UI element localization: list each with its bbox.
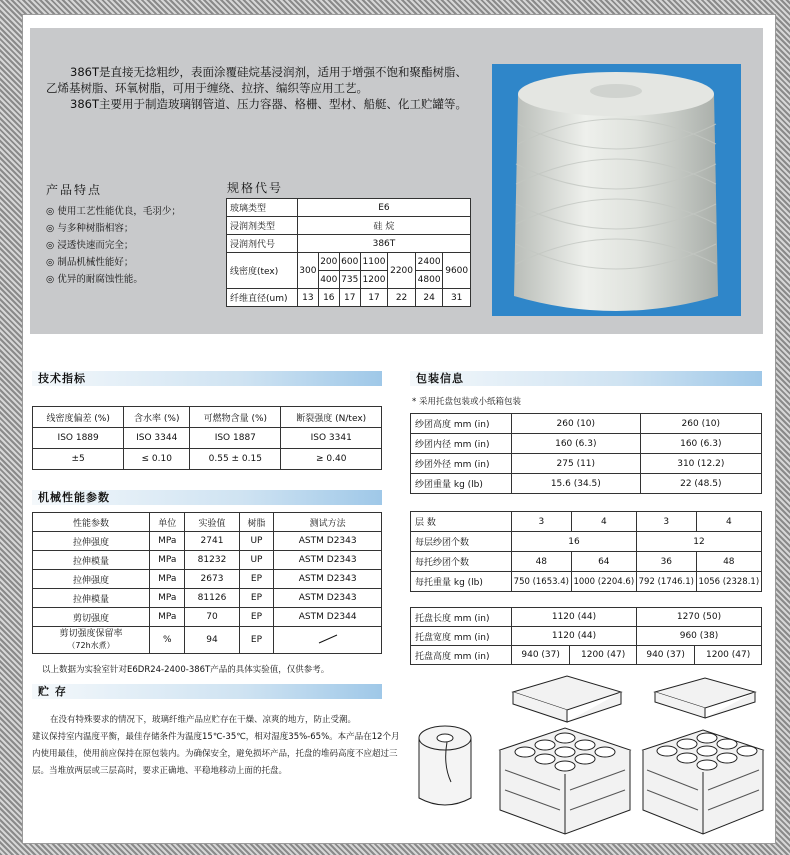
table-cell: 托盘高度 mm (in) — [411, 646, 512, 665]
spec-cell: 600 — [339, 253, 360, 271]
table-cell: 160 (6.3) — [512, 434, 641, 454]
table-header: 测试方法 — [274, 513, 382, 532]
spec-value: 386T — [297, 235, 470, 253]
table-cell: 750 (1653.4) — [512, 572, 572, 592]
table-row — [33, 570, 382, 589]
spec-label: 浸润剂代号 — [227, 235, 298, 253]
table-cell: ISO 3344 — [124, 428, 190, 449]
table-cell: MPa — [150, 570, 185, 589]
table-cell: ASTM D2343 — [274, 551, 382, 570]
features-heading: 产品特点 — [46, 183, 103, 197]
table-cell — [274, 627, 382, 654]
data-note: 以上数据为实验室针对E6DR24-2400-386T产品的具体实验值，仅供参考。 — [42, 665, 330, 675]
spec-cell: 200 — [318, 253, 339, 271]
table-row — [411, 552, 762, 572]
spec-label: 浸润剂类型 — [227, 217, 298, 235]
spec-cell: 2200 — [388, 253, 416, 289]
spec-cell: 4800 — [415, 271, 443, 289]
spec-label: 纤维直径(um) — [227, 289, 298, 307]
packaging-note: * 采用托盘包装或小纸箱包装 — [412, 397, 521, 407]
table-cell: 2673 — [185, 570, 239, 589]
table-cell: 81126 — [185, 589, 239, 608]
table-cell: ISO 1887 — [190, 428, 281, 449]
table-cell: 81232 — [185, 551, 239, 570]
table-cell: 260 (10) — [640, 414, 761, 434]
tech-table — [32, 406, 382, 470]
table-row — [411, 627, 762, 646]
table-cell: ISO 1889 — [33, 428, 124, 449]
table-cell: ≥ 0.40 — [281, 449, 382, 470]
table-row — [411, 608, 762, 627]
spec-cell: 22 — [388, 289, 416, 307]
feature-item: ◎ 浸透快速而完全； — [46, 237, 181, 254]
param-name: 剪切强度保留率 — [59, 628, 123, 639]
spec-cell: 17 — [339, 289, 360, 307]
table-cell: ISO 3341 — [281, 428, 382, 449]
pallet-drawing-1 — [500, 676, 630, 834]
table-cell: ASTM D2343 — [274, 589, 382, 608]
table-row — [33, 449, 382, 470]
table-row — [33, 532, 382, 551]
storage-text — [32, 712, 402, 780]
table-header: 性能参数 — [33, 513, 150, 532]
table-header: 可燃物含量 (%) — [190, 407, 281, 428]
table-cell: 层 数 — [411, 512, 512, 532]
table-cell: 275 (11) — [512, 454, 641, 474]
table-header: 断裂强度 (N/tex) — [281, 407, 382, 428]
table-header: 实验值 — [185, 513, 239, 532]
table-cell: EP — [239, 608, 274, 627]
spec-cell: 24 — [415, 289, 443, 307]
table-cell: 1056 (2328.1) — [696, 572, 761, 592]
table-row — [411, 414, 762, 434]
table-row — [411, 532, 762, 552]
spec-value: E6 — [297, 199, 470, 217]
table-cell: 托盘宽度 mm (in) — [411, 627, 512, 646]
table-cell: 每托纱团个数 — [411, 552, 512, 572]
features-list — [46, 203, 181, 288]
table-cell: 960 (38) — [636, 627, 761, 646]
table-cell: 拉伸模量 — [33, 589, 150, 608]
packaging-illustrations — [405, 670, 770, 840]
table-cell: ASTM D2343 — [274, 570, 382, 589]
table-cell: 36 — [636, 552, 696, 572]
table-cell: 1120 (44) — [512, 608, 637, 627]
table-header: 单位 — [150, 513, 185, 532]
table-cell: MPa — [150, 532, 185, 551]
packaging-drawing — [405, 670, 770, 840]
table-cell: MPa — [150, 551, 185, 570]
spec-label: 线密度(tex) — [227, 253, 298, 289]
table-cell: 22 (48.5) — [640, 474, 761, 494]
table-cell: 260 (10) — [512, 414, 641, 434]
feature-item: ◎ 优异的耐腐蚀性能。 — [46, 271, 181, 288]
table-header: 含水率 (%) — [124, 407, 190, 428]
packaging-heading: 包装信息 — [410, 371, 762, 386]
bobbin-table — [410, 413, 762, 494]
spec-cell: 300 — [297, 253, 318, 289]
storage-heading: 贮 存 — [32, 684, 382, 699]
feature-item: ◎ 与多种树脂相容； — [46, 220, 181, 237]
intro-paragraph-1: 386T是直接无捻粗纱，表面涂覆硅烷基浸润剂，适用于增强不饱和聚酯树脂、乙烯基树脂、环氧树脂，可用于缠绕、拉挤、编织等应用工艺。 — [46, 65, 467, 95]
table-cell: 16 — [512, 532, 637, 552]
table-cell: 纱团重量 kg (lb) — [411, 474, 512, 494]
table-row — [411, 454, 762, 474]
table-row — [411, 512, 762, 532]
spec-cell: 13 — [297, 289, 318, 307]
storage-paragraph-1: 在没有特殊要求的情况下，玻璃纤维产品应贮存在干燥、凉爽的地方，防止受潮。 — [50, 715, 357, 725]
product-photo — [492, 64, 741, 316]
table-row — [33, 608, 382, 627]
table-cell: 1200 (47) — [570, 646, 637, 665]
table-row — [227, 199, 471, 217]
spec-cell: 400 — [318, 271, 339, 289]
table-row — [33, 428, 382, 449]
table-cell: 48 — [696, 552, 761, 572]
spec-cell: 16 — [318, 289, 339, 307]
pallet-count-table — [410, 511, 762, 592]
table-row — [33, 589, 382, 608]
table-cell: 310 (12.2) — [640, 454, 761, 474]
storage-paragraph-2: 建议保持室内温度平衡，最佳存储条件为温度15℃-35℃，相对湿度35%-65%。本产品在12个月内使用最佳，使用前应保持在原包装内。为确保安全，避免损坏产品，托盘的堆码高度不应超过三层。当堆放两层或三层高时，要求正确地、平稳地移动上面的托盘。 — [32, 732, 400, 776]
tech-heading: 技术指标 — [32, 371, 382, 386]
table-cell: ASTM D2343 — [274, 532, 382, 551]
table-cell: 拉伸强度 — [33, 570, 150, 589]
table-cell: 纱团内径 mm (in) — [411, 434, 512, 454]
table-cell: 792 (1746.1) — [636, 572, 696, 592]
spec-cell: 1200 — [360, 271, 388, 289]
table-header: 树脂 — [239, 513, 274, 532]
spec-heading: 规格代号 — [227, 181, 284, 195]
spec-cell: 2400 — [415, 253, 443, 271]
slash-mark — [317, 634, 339, 644]
table-cell: 15.6 (34.5) — [512, 474, 641, 494]
table-cell: EP — [239, 589, 274, 608]
table-cell: EP — [239, 570, 274, 589]
table-cell: ASTM D2344 — [274, 608, 382, 627]
table-row — [33, 407, 382, 428]
spec-cell: 31 — [443, 289, 471, 307]
table-row — [411, 572, 762, 592]
table-cell: EP — [239, 627, 274, 654]
table-header: 线密度偏差 (%) — [33, 407, 124, 428]
table-cell: 每托重量 kg (lb) — [411, 572, 512, 592]
table-row — [411, 474, 762, 494]
table-cell: 2741 — [185, 532, 239, 551]
feature-item: ◎ 使用工艺性能优良，毛羽少； — [46, 203, 181, 220]
table-cell: 940 (37) — [636, 646, 694, 665]
table-cell: 拉伸模量 — [33, 551, 150, 570]
table-row — [227, 235, 471, 253]
table-cell: UP — [239, 551, 274, 570]
roving-spool-image — [492, 64, 741, 316]
table-cell: 1000 (2204.6) — [571, 572, 636, 592]
table-cell: 64 — [571, 552, 636, 572]
table-row — [411, 646, 762, 665]
table-cell: UP — [239, 532, 274, 551]
table-cell: 纱团外径 mm (in) — [411, 454, 512, 474]
spec-cell: 1100 — [360, 253, 388, 271]
table-cell: 1200 (47) — [695, 646, 762, 665]
table-row — [33, 627, 382, 654]
table-row — [227, 217, 471, 235]
table-cell: 940 (37) — [512, 646, 570, 665]
table-cell: 0.55 ± 0.15 — [190, 449, 281, 470]
table-cell: 拉伸强度 — [33, 532, 150, 551]
spec-value: 硅 烷 — [297, 217, 470, 235]
table-cell: 1120 (44) — [512, 627, 637, 646]
pallet-drawing-2 — [643, 678, 763, 834]
table-cell: ≤ 0.10 — [124, 449, 190, 470]
spec-cell: 9600 — [443, 253, 471, 289]
spec-label: 玻璃类型 — [227, 199, 298, 217]
mech-heading: 机械性能参数 — [32, 490, 382, 505]
param-note: （72h水煮） — [67, 640, 115, 650]
table-row — [227, 253, 471, 271]
intro-text — [46, 64, 478, 112]
table-cell: 70 — [185, 608, 239, 627]
spec-cell: 17 — [360, 289, 388, 307]
table-row — [33, 551, 382, 570]
table-cell: 4 — [696, 512, 761, 532]
table-cell — [33, 627, 150, 654]
table-cell: 剪切强度 — [33, 608, 150, 627]
table-cell: 3 — [636, 512, 696, 532]
mech-table — [32, 512, 382, 654]
table-row — [411, 434, 762, 454]
table-cell: % — [150, 627, 185, 654]
table-cell: 12 — [636, 532, 761, 552]
table-cell: MPa — [150, 608, 185, 627]
table-cell: 托盘长度 mm (in) — [411, 608, 512, 627]
table-cell: 3 — [512, 512, 572, 532]
spec-table — [226, 198, 471, 307]
table-cell: 94 — [185, 627, 239, 654]
spec-cell: 735 — [339, 271, 360, 289]
table-cell: MPa — [150, 589, 185, 608]
intro-paragraph-2: 386T主要用于制造玻璃钢管道、压力容器、格栅、型材、船艇、化工贮罐等。 — [70, 97, 467, 111]
table-cell: 160 (6.3) — [640, 434, 761, 454]
table-cell: 每层纱团个数 — [411, 532, 512, 552]
table-row — [227, 289, 471, 307]
pallet-size-table — [410, 607, 762, 665]
table-row — [33, 513, 382, 532]
table-cell: 1270 (50) — [636, 608, 761, 627]
table-cell: 48 — [512, 552, 572, 572]
table-cell: 纱团高度 mm (in) — [411, 414, 512, 434]
table-cell: 4 — [571, 512, 636, 532]
table-cell: ±5 — [33, 449, 124, 470]
bobbin-drawing — [419, 726, 471, 805]
feature-item: ◎ 制品机械性能好； — [46, 254, 181, 271]
